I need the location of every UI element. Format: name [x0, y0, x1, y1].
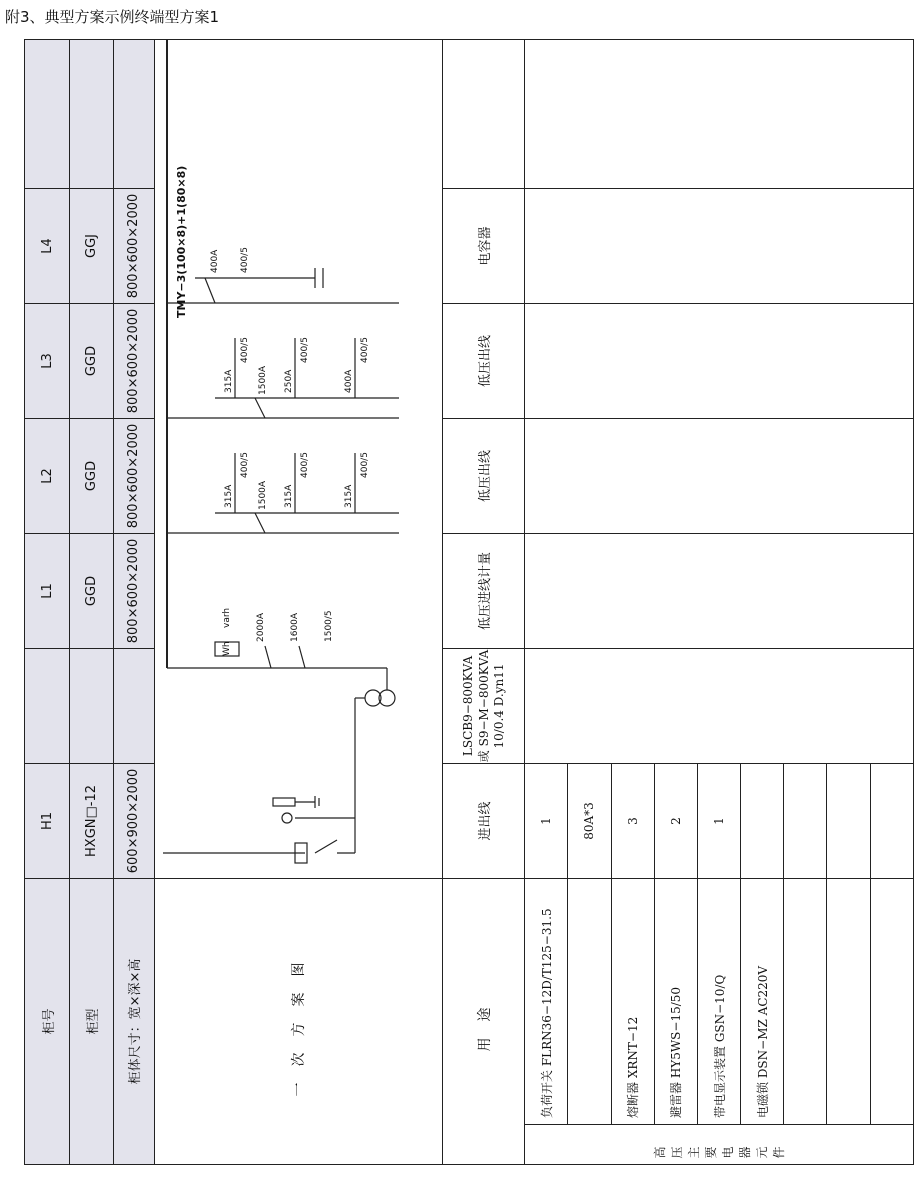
busbar-label: TMY−3(100×8)+1(80×8): [174, 165, 188, 318]
l2-a-label: 315A: [223, 484, 234, 508]
l3-switch: [255, 398, 265, 418]
l2-r2-label: 400/5: [299, 452, 310, 478]
h1-arrester: [273, 798, 295, 806]
row-use: [443, 39, 525, 1164]
hv-group-label: 高压主要电器元件: [525, 1125, 914, 1165]
cell-size-tx: [113, 648, 154, 763]
l2-switch: [255, 513, 265, 533]
l4-ratio-label: 400/5: [239, 247, 250, 273]
hv-component-qty: [870, 763, 913, 878]
hv-component-name: 带电显示装置 GSN−10/Q: [697, 878, 740, 1124]
gap-cell: [113, 39, 154, 188]
l3-b-label: 250A: [283, 369, 294, 393]
h1-switch-blade: [315, 840, 337, 853]
cell-use-l2: 低压出线: [443, 418, 525, 533]
rotated-table: [24, 40, 914, 1165]
gap-cell: [443, 39, 525, 188]
cell-type-tx: [70, 648, 113, 763]
l2-r3-label: 400/5: [359, 452, 370, 478]
l1-ratio-label: 1500/5: [323, 610, 334, 642]
hv-component-name: 负荷开关 FLRN36−12D/T125−31.5: [525, 878, 568, 1124]
hv-row: [525, 39, 568, 1164]
cell-size-l4: 800×600×2000: [113, 188, 154, 303]
h1-indicator: [282, 813, 292, 823]
cell-use-tx: LSCB9−800KVA 或 S9−M−800KVA 10/0.4 D.yn11: [443, 648, 525, 763]
l2-b-label: 315A: [283, 484, 294, 508]
l3-r1-label: 400/5: [239, 337, 250, 363]
row-cabinet-type: [70, 39, 113, 1164]
hv-component-qty: [827, 763, 870, 878]
scheme-table: [24, 39, 914, 1165]
gap-cell: [25, 39, 70, 188]
gap-cell: [70, 39, 113, 188]
hv-component-qty: [784, 763, 827, 878]
cell-no-h1: H1: [25, 763, 70, 878]
cell-use-h1: 进出线: [443, 763, 525, 878]
cell-no-tx: [25, 648, 70, 763]
l1-switch: [265, 646, 271, 668]
hv-component-name: 电磁锁 DSN−MZ AC220V: [741, 878, 784, 1124]
cell-type-l4: GGJ: [70, 188, 113, 303]
hv-empty-col: [525, 39, 914, 188]
hv-component-name: [870, 878, 913, 1124]
cell-use-l3: 低压出线: [443, 303, 525, 418]
cell-no-l4: L4: [25, 188, 70, 303]
cell-no-l2: L2: [25, 418, 70, 533]
l4-switch: [205, 278, 215, 303]
row-dimension: [113, 39, 154, 1164]
l1-ct-label: 1600A: [289, 612, 300, 642]
hv-component-qty: [741, 763, 784, 878]
hv-empty-col: [525, 188, 914, 303]
l2-c-label: 315A: [343, 484, 354, 508]
l2-switch-label: 1500A: [257, 480, 268, 510]
cell-type-l3: GGD: [70, 303, 113, 418]
hv-component-qty: 80A*3: [568, 763, 611, 878]
cell-type-l2: GGD: [70, 418, 113, 533]
cabinet-type-label: 柜型: [70, 878, 113, 1164]
l3-r3-label: 400/5: [359, 337, 370, 363]
hv-component-name: [568, 878, 611, 1124]
cell-size-h1: 600×900×2000: [113, 763, 154, 878]
cell-use-l4: 电容器: [443, 188, 525, 303]
page-caption: 附3、典型方案示例终端型方案1: [5, 8, 220, 26]
l2-r1-label: 400/5: [239, 452, 250, 478]
cell-type-l1: GGD: [70, 533, 113, 648]
cell-type-h1: HXGN□-12: [70, 763, 113, 878]
l3-c-label: 400A: [343, 369, 354, 393]
hv-component-name: [784, 878, 827, 1124]
row-cabinet-no: [25, 39, 70, 1164]
l3-switch-label: 1500A: [257, 365, 268, 395]
cell-size-l1: 800×600×2000: [113, 533, 154, 648]
hv-component-qty: 1: [525, 763, 568, 878]
hv-empty-col: [525, 533, 914, 648]
hv-component-name: 避雷器 HY5WS−15/50: [654, 878, 697, 1124]
row-diagram: [154, 39, 443, 1164]
hv-component-name: 熔断器 XRNT−12: [611, 878, 654, 1124]
hv-component-qty: 1: [697, 763, 740, 878]
cell-no-l1: L1: [25, 533, 70, 648]
l3-r2-label: 400/5: [299, 337, 310, 363]
hv-empty-col: [525, 303, 914, 418]
diagram-label: 一次方案图: [154, 878, 443, 1164]
dimension-label: 柜体尺寸：宽×深×高: [113, 878, 154, 1164]
cabinet-no-label: 柜号: [25, 878, 70, 1164]
single-line-diagram: [154, 39, 443, 878]
cell-size-l2: 800×600×2000: [113, 418, 154, 533]
use-label: 用途: [443, 878, 525, 1164]
hv-component-name: [827, 878, 870, 1124]
cell-no-l3: L3: [25, 303, 70, 418]
l1-breaker: [299, 646, 305, 668]
diagram-svg: [155, 39, 409, 878]
wh-label: Wh: [221, 641, 232, 656]
l4-switch-label: 400A: [209, 249, 220, 273]
l1-switch-label: 2000A: [255, 612, 266, 642]
hv-component-qty: 3: [611, 763, 654, 878]
hv-empty-col: [525, 418, 914, 533]
l3-a-label: 315A: [223, 369, 234, 393]
hv-component-qty: 2: [654, 763, 697, 878]
cell-size-l3: 800×600×2000: [113, 303, 154, 418]
cell-use-l1: 低压进线计量: [443, 533, 525, 648]
hv-empty-col: [525, 648, 914, 763]
varh-label: varh: [221, 607, 232, 628]
